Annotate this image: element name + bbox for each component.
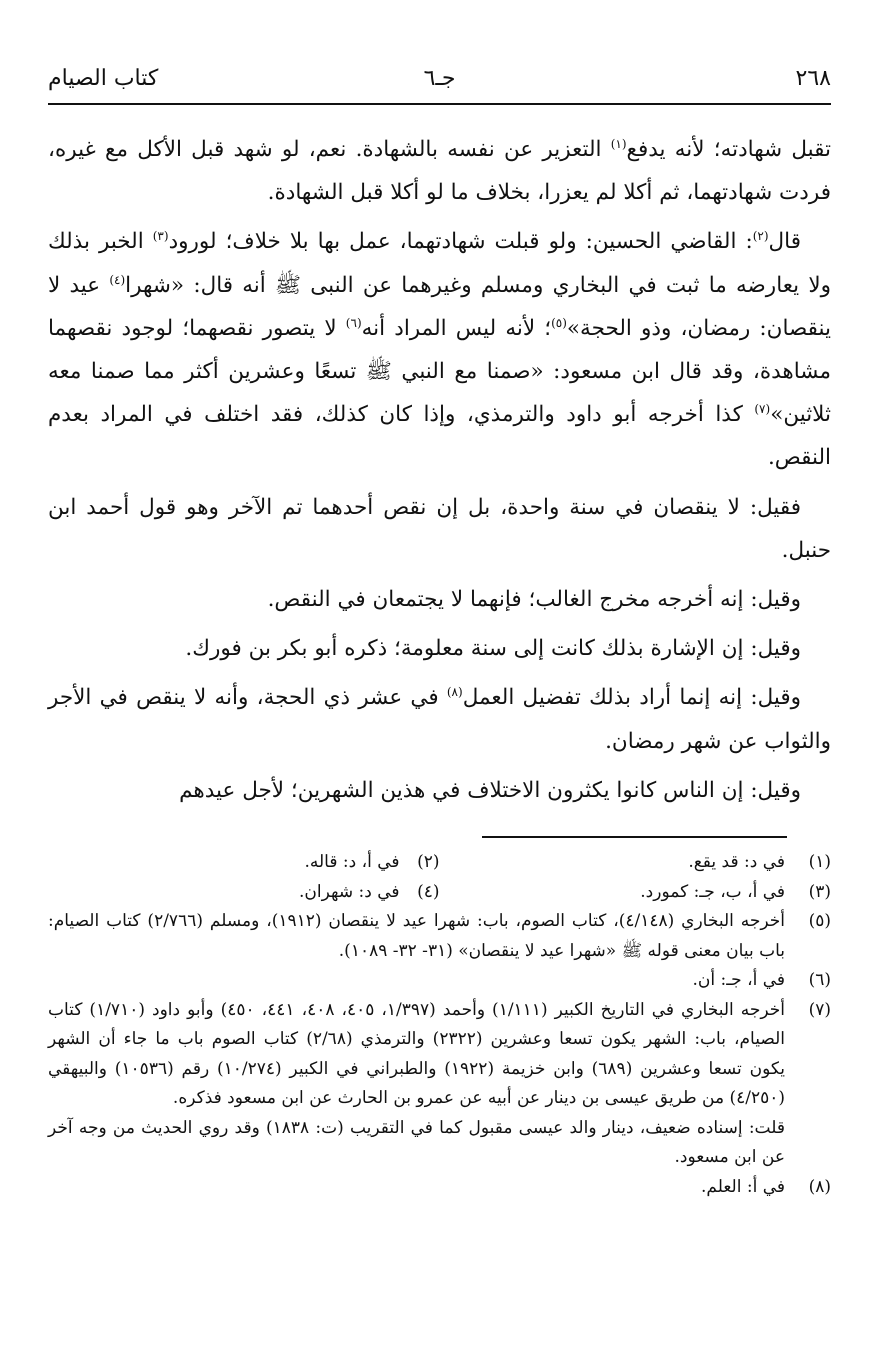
- footnote-number: (٧): [808, 999, 831, 1020]
- footnote-5: [48, 907, 831, 966]
- text-run: : القاضي الحسين: ولو قبلت شهادتهما، عمل بها بلا خلاف؛ لورود: [168, 229, 753, 255]
- page-number: ٢٦٨: [795, 66, 831, 91]
- footnote-number: (٥): [808, 911, 831, 931]
- footnote-7: [48, 996, 831, 1114]
- paragraph-6: [48, 676, 831, 762]
- footnote-ref-4: (٤): [109, 272, 126, 287]
- paragraph-7: وقيل: إن الناس كانوا يكثرون الاختلاف في هذين الشهرين؛ لأجل عيدهم: [179, 777, 801, 803]
- text-run: الخبر بذلك ولا يعارضه ما ثبت في البخاري ومسلم وغيرهما عن النبى ﷺ أنه قال: «شهرا: [48, 229, 831, 298]
- main-text: [48, 128, 831, 818]
- paragraph-5: وقيل: إن الإشارة بذلك كانت إلى سنة معلومة؛ ذكره أبو بكر بن فورك.: [185, 636, 801, 662]
- paragraph-1: [48, 128, 831, 214]
- text-run: ؛ لأنه ليس المراد أنه: [361, 315, 552, 341]
- text-run: لا يتصور نقصهما؛ لوجود نقصهما مشاهدة، وقد قال ابن مسعود: «صمنا مع النبي ﷺ تسعًا وعشرين أكثر مما صمنا معه ثلاثين»: [48, 315, 831, 428]
- footnote-number: (٨): [808, 1176, 831, 1197]
- footnote-text: في أ، د: قاله.: [304, 852, 400, 872]
- text-run: في عشر ذي الحجة، وأنه لا ينقص في الأجر والثواب عن شهر رمضان.: [48, 685, 831, 754]
- footnote-row: [48, 878, 831, 908]
- running-header: [48, 66, 831, 100]
- footnote-ref-2: (٢): [752, 229, 769, 244]
- footnote-6: [48, 966, 831, 996]
- footnote-ref-7: (٧): [754, 402, 771, 417]
- footnote-text: في أ، ب، جـ: كمورد.: [640, 881, 785, 902]
- footnote-8: [48, 1173, 831, 1203]
- footnote-7-comment: قلت: إسناده ضعيف، دينار والد عيسى مقبول كما في التقريب (ت: ١٨٣٨) وقد روي الحديث من وجه آخر عن ابن مسعود.: [48, 1117, 785, 1167]
- footnote-ref-5: (٥): [551, 315, 567, 330]
- footnote-text: في أ، جـ: أن.: [692, 970, 785, 990]
- footnote-text: في أ: العلم.: [700, 1176, 785, 1197]
- footnote-ref-1: (١): [610, 136, 627, 151]
- footnote-1: [440, 848, 832, 878]
- footnote-3: [440, 878, 832, 908]
- header-rule: [48, 103, 831, 105]
- book-title: كتاب الصيام: [48, 66, 159, 91]
- footnote-number: (٤): [417, 881, 440, 902]
- footnote-row: [48, 848, 831, 878]
- text-run: قال: [768, 229, 801, 255]
- footnote-ref-3: (٣): [152, 229, 169, 244]
- footnote-text: أخرجه البخاري (٤/١٤٨)، كتاب الصوم، باب: شهرا عيد لا ينقصان (١٩١٢)، ومسلم (٢/٧٦٦) كتاب الصيام: باب بيان معنى قوله ﷺ «شهرا عيد لا ينقصان» (٣١- ٣٢- ١٠٨٩).: [48, 911, 785, 961]
- footnote-2: [48, 848, 440, 878]
- text-run: عيد لا ينقصان: رمضان، وذو الحجة»: [48, 272, 832, 341]
- volume-label: جـ٦: [423, 66, 456, 91]
- footnote-text: في د: قد يقع.: [688, 852, 785, 872]
- footnotes: [48, 848, 831, 1308]
- paragraph-4: وقيل: إنه أخرجه مخرج الغالب؛ فإنهما لا يجتمعان في النقص.: [267, 587, 801, 613]
- text-run: تقبل شهادته؛ لأنه يدفع: [626, 137, 831, 162]
- footnote-separator: [482, 836, 787, 838]
- paragraph-2: [48, 220, 831, 479]
- footnote-number: (٦): [808, 970, 831, 990]
- footnote-text: في د: شهران.: [299, 881, 400, 902]
- text-run: كذا أخرجه أبو داود والترمذي، وإذا كان كذلك، فقد اختلف في المراد بعدم النقص.: [48, 402, 831, 471]
- footnote-number: (٢): [417, 852, 440, 872]
- footnote-number: (١): [808, 852, 831, 872]
- text-run: التعزير عن نفسه بالشهادة. نعم، لو شهد قبل الأكل مع غيره، فردت شهادتهما، ثم أكلا لم يعزرا، بخلاف ما لو أكلا قبل الشهادة.: [48, 137, 831, 206]
- footnote-ref-6: (٦): [345, 315, 362, 330]
- footnote-number: (٣): [808, 881, 831, 902]
- footnote-4: [48, 878, 440, 908]
- paragraph-3: فقيل: لا ينقصان في سنة واحدة، بل إن نقص أحدهما تم الآخر وهو قول أحمد ابن حنبل.: [48, 494, 831, 563]
- footnote-ref-8: (٨): [446, 685, 463, 700]
- footnote-text: أخرجه البخاري في التاريخ الكبير (١/١١١) وأحمد (١/٣٩٧، ٤٠٥، ٤٠٨، ٤٤١، ٤٥٠) وأبو داود (١/٧١٠) كتاب الصيام، باب: الشهر يكون تسعا وعشرين (٢٣٢٢) والترمذي (٢/٦٨) كتاب الصوم باب ما جاء أن الشهر يكون تسعا وعشرين (٦٨٩) وابن خزيمة (١٩٢٢) والطبراني في الكبير (١٠/٢٧٤) رقم (١٠٥٣٦) والبيهقي (٤/٢٥٠) من طريق عيسى بن دينار عن أبيه عن عمرو بن الحارث عن ابن مسعود فذكره.: [48, 999, 786, 1108]
- text-run: وقيل: إنه إنما أراد بذلك تفضيل العمل: [462, 685, 801, 711]
